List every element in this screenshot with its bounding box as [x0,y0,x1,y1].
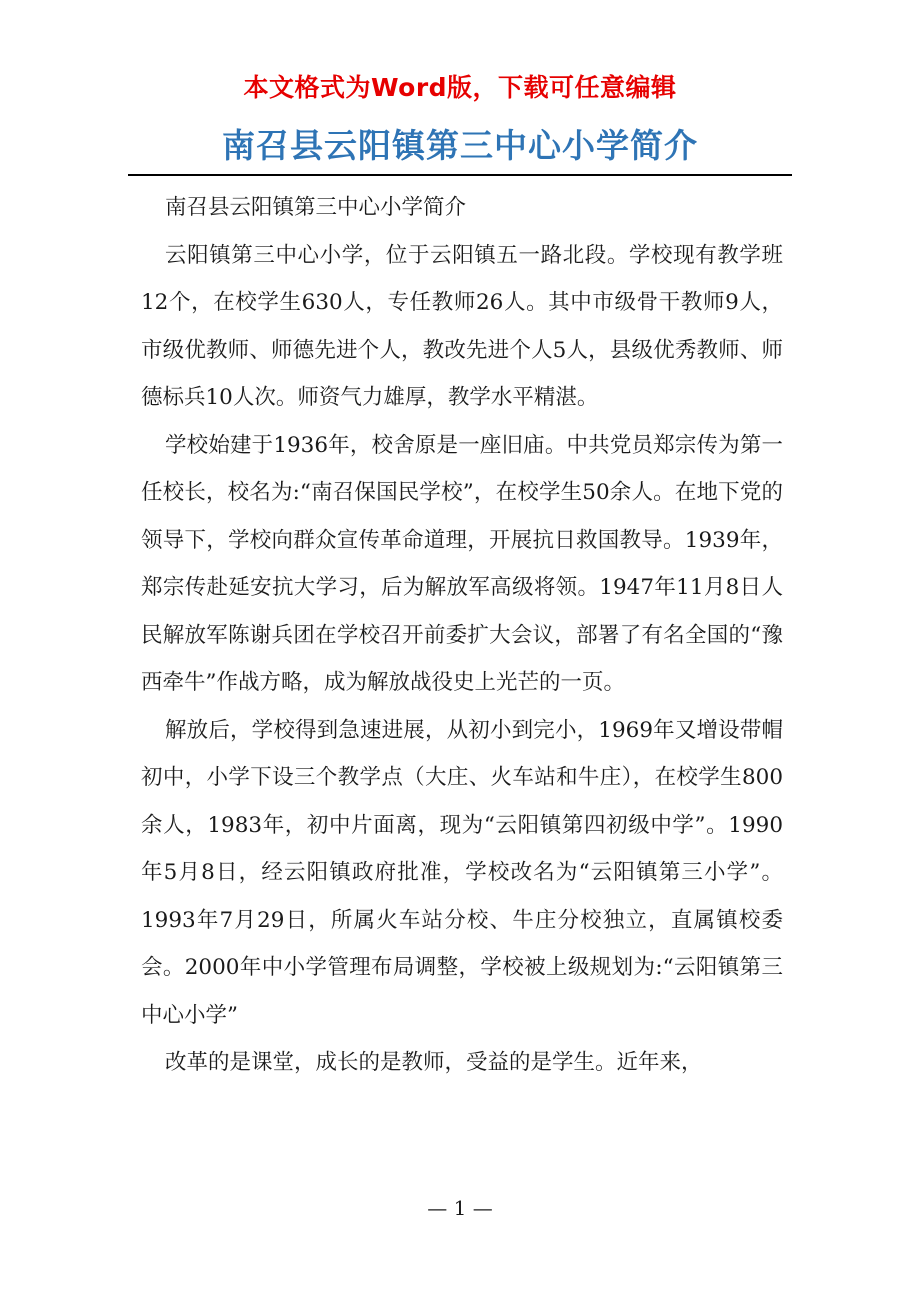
title-divider [128,174,792,176]
body-paragraph-development: 解放后，学校得到急速进展，从初小到完小，1969年又增设带帽初中，小学下设三个教学点（大庄、火车站和牛庄），在校学生800余人，1983年，初中片面离，现为“云阳镇第四初级中学”。1990年5月8日，经云阳镇政府批准，学校改名为“云阳镇第三小学”。1993年7月29日，所属火车站分校、牛庄分校独立，直属镇校委会。2000年中小学管理布局调整，学校被上级规划为:“云阳镇第三中心小学” [141,717,783,1028]
download-banner: 本文格式为Word版，下载可任意编辑 [243,73,677,102]
body-paragraph-overview: 云阳镇第三中心小学，位于云阳镇五一路北段。学校现有教学班12个，在校学生630人，专任教师26人。其中市级骨干教师9人，市级优教师、师德先进个人，教改先进个人5人，县级优秀教师、师德标兵10人次。师资气力雄厚，教学水平精湛。 [141,242,783,410]
document-body [141,184,783,1087]
page-number: — 1 — [427,1196,493,1220]
body-paragraph-subtitle: 南召县云阳镇第三中心小学简介 [165,195,467,220]
body-paragraph-reform: 改革的是课堂，成长的是教师，受益的是学生。近年来， [165,1050,703,1075]
body-paragraph-history: 学校始建于1936年，校舍原是一座旧庙。中共党员郑宗传为第一任校长，校名为:“南召保国民学校”，在校学生50余人。在地下党的领导下，学校向群众宣传革命道理，开展抗日救国教导。1939年，郑宗传赴延安抗大学习，后为解放军高级将领。1947年11月8日人民解放军陈谢兵团在学校召开前委扩大会议，部署了有名全国的“豫西牵牛”作战方略，成为解放战役史上光芒的一页。 [141,432,783,695]
document-title: 南召县云阳镇第三中心小学简介 [222,126,698,165]
